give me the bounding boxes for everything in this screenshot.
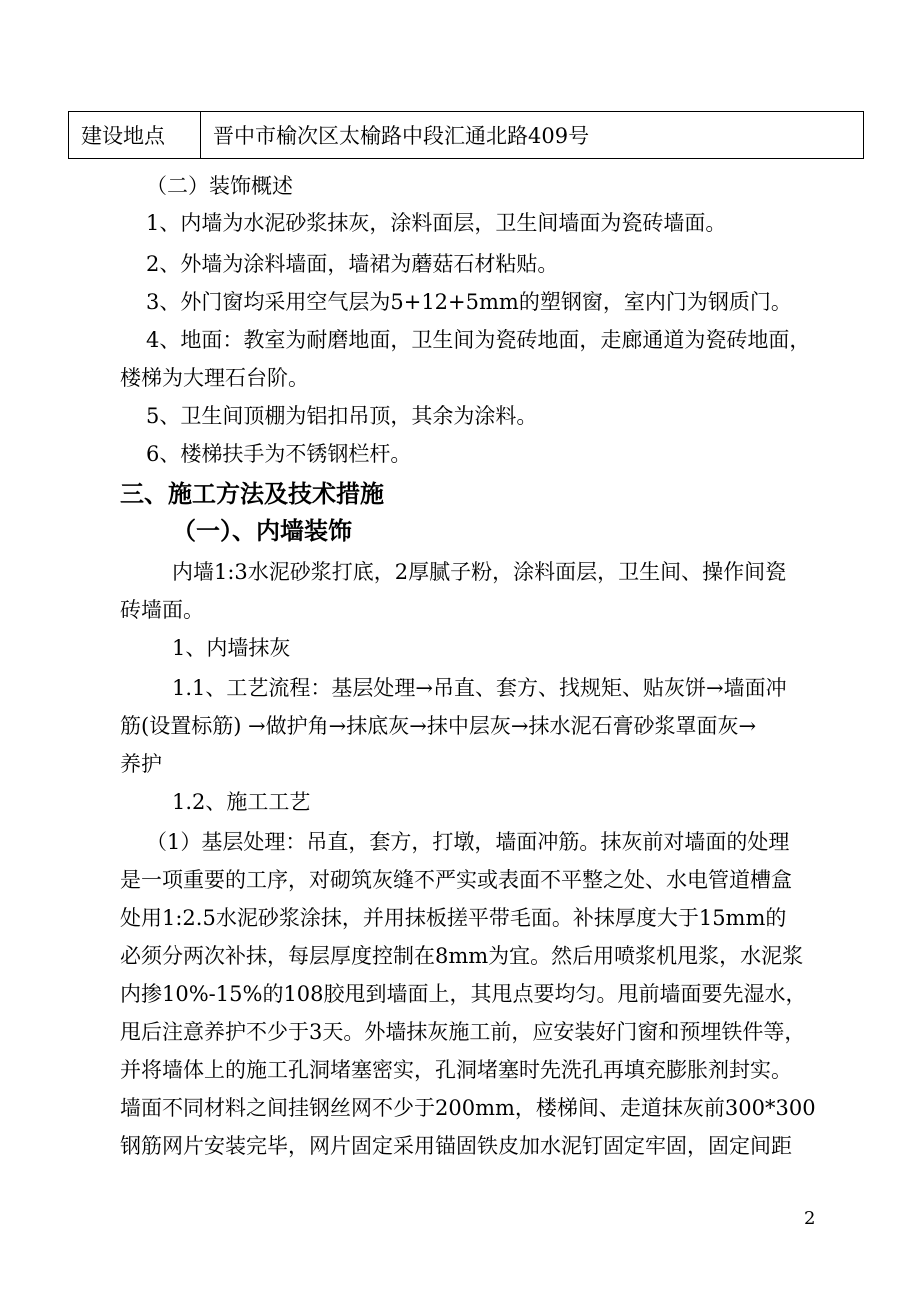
body-line: 墙面不同材料之间挂钢丝网不少于200mm，楼梯间、走道抹灰前300*300 <box>120 1096 816 1120</box>
body-line: 内掺10%-15%的108胶甩到墙面上，其甩点要均匀。甩前墙面要先湿水， <box>120 982 807 1006</box>
decoration-item: 5、卫生间顶棚为铝扣吊顶，其余为涂料。 <box>146 404 538 428</box>
body-line: 钢筋网片安装完毕，网片固定采用锚固铁皮加水泥钉固定牢固，固定间距 <box>120 1134 792 1158</box>
item-heading: 1.2、施工工艺 <box>172 790 311 814</box>
body-line: 处用1:2.5水泥砂浆涂抹，并用抹板搓平带毛面。补抹厚度大于15mm的 <box>120 906 787 930</box>
process-line: 1.1、工艺流程：基层处理→吊直、套方、找规矩、贴灰饼→墙面冲 <box>172 676 787 700</box>
intro-line: 砖墙面。 <box>120 598 204 622</box>
page-number: 2 <box>804 1208 816 1229</box>
section-heading: 三、施工方法及技术措施 <box>120 479 384 508</box>
item-heading: 1、内墙抹灰 <box>172 636 291 660</box>
decoration-item: 4、地面：教室为耐磨地面，卫生间为瓷砖地面，走廊通道为瓷砖地面， <box>146 328 811 352</box>
info-table <box>68 111 864 159</box>
decoration-item-cont: 楼梯为大理石台阶。 <box>120 366 309 390</box>
process-line: 养护 <box>120 752 162 776</box>
decoration-heading: （二）装饰概述 <box>146 174 293 198</box>
body-line: （1）基层处理：吊直，套方，打墩，墙面冲筋。抹灰前对墙面的处理 <box>146 830 790 854</box>
decoration-item: 2、外墙为涂料墙面，墙裙为蘑菇石材粘贴。 <box>146 252 559 276</box>
decoration-item: 6、楼梯扶手为不锈钢栏杆。 <box>146 442 412 466</box>
body-line: 是一项重要的工序，对砌筑灰缝不严实或表面不平整之处、水电管道槽盒 <box>120 868 792 892</box>
intro-line: 内墙1:3水泥砂浆打底，2厚腻子粉，涂料面层，卫生间、操作间瓷 <box>172 560 787 584</box>
sub-heading: （一）、内墙装饰 <box>172 516 352 545</box>
process-line: 筋(设置标筋) →做护角→抹底灰→抹中层灰→抹水泥石膏砂浆罩面灰→ <box>120 714 757 738</box>
table-value-cell: 晋中市榆次区太榆路中段汇通北路409号 <box>213 124 590 148</box>
table-label-cell: 建设地点 <box>69 112 201 158</box>
decoration-item: 1、内墙为水泥砂浆抹灰，涂料面层，卫生间墙面为瓷砖墙面。 <box>146 211 727 235</box>
decoration-item: 3、外门窗均采用空气层为5+12+5mm的塑钢窗，室内门为钢质门。 <box>146 290 792 314</box>
body-line: 并将墙体上的施工孔洞堵塞密实，孔洞堵塞时先洗孔再填充膨胀剂封实。 <box>120 1058 792 1082</box>
body-line: 必须分两次补抹，每层厚度控制在8mm为宜。然后用喷浆机甩浆，水泥浆 <box>120 944 804 968</box>
body-line: 甩后注意养护不少于3天。外墙抹灰施工前，应安装好门窗和预埋铁件等， <box>120 1020 806 1044</box>
